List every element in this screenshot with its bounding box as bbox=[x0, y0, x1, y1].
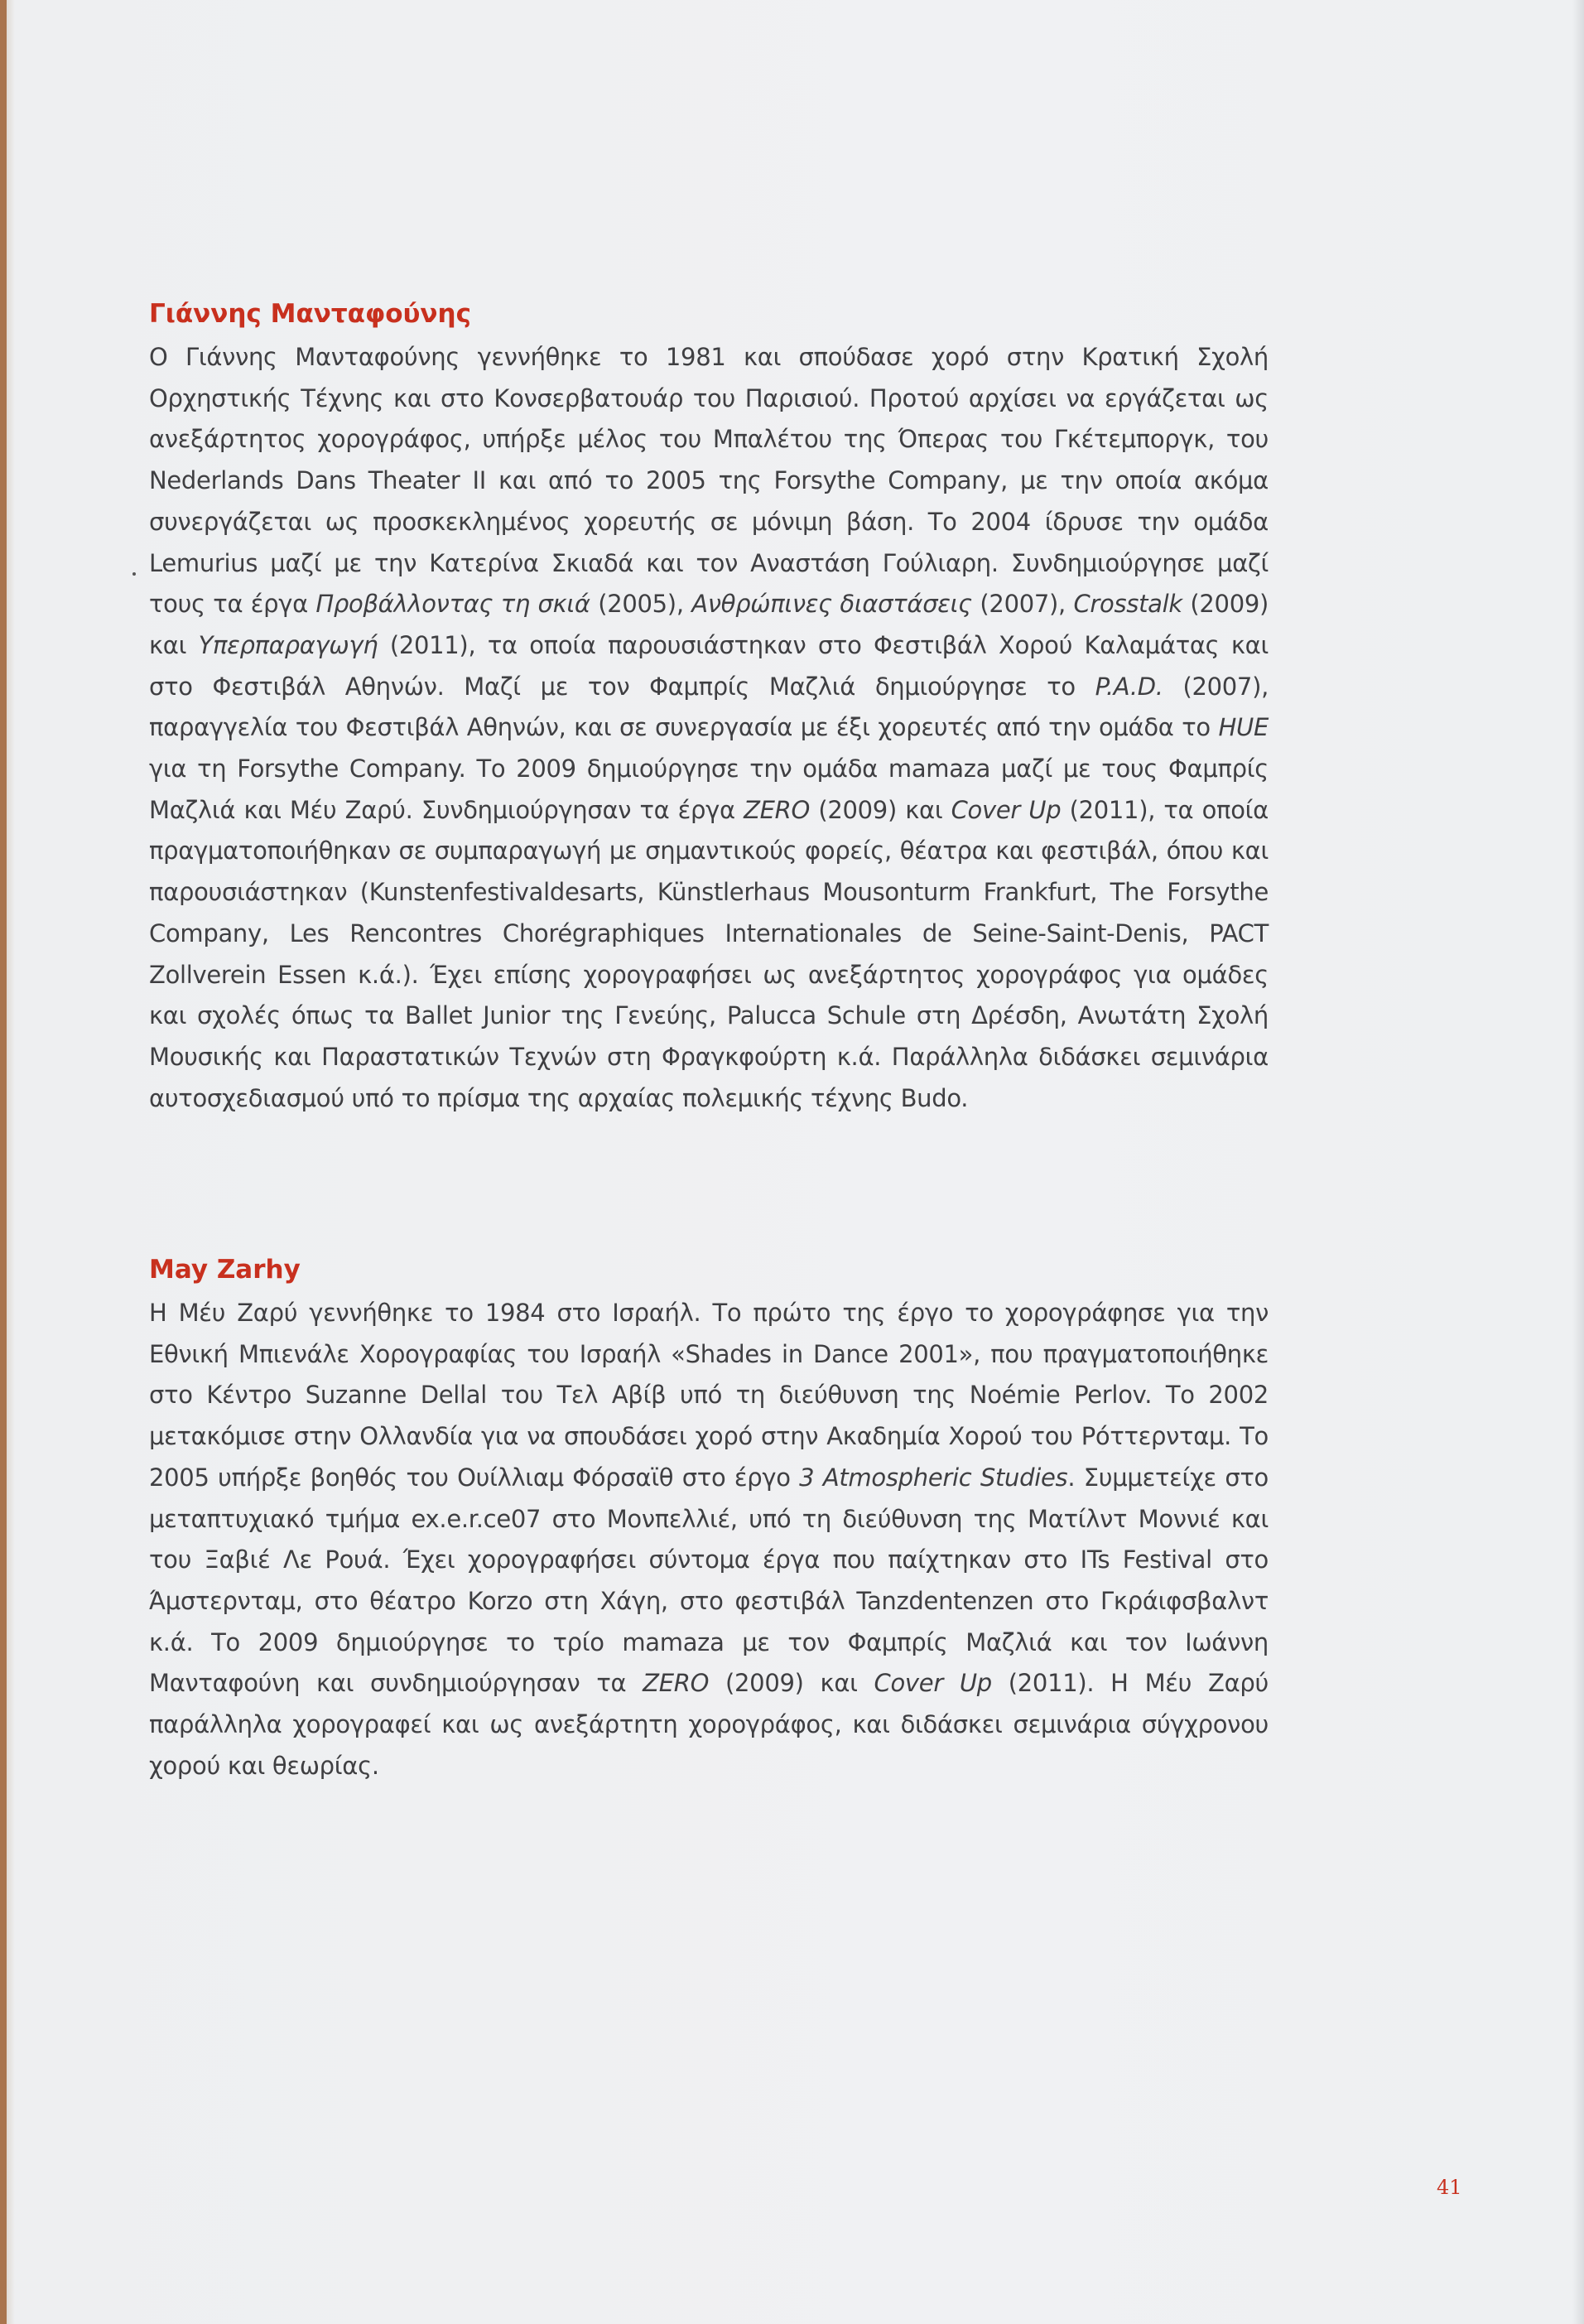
text-run: (2009) και bbox=[149, 590, 1269, 659]
work-title: Crosstalk bbox=[1073, 590, 1182, 619]
text-run: (2005), bbox=[590, 590, 692, 619]
work-title: Υπερπαραγωγή bbox=[198, 630, 378, 659]
text-run: . Συμμετείχε στο μεταπτυχιακό τμήμα ex.e.r.ce07 στο Μονπελλιέ, υπό τη διεύθυνση της Ματίλντ Μοννιέ και του Ξαβιέ Λε Ρουά. Έχει χορογραφήσει σύντομα έργα που παίχτηκαν στο ITs Festival στο Άμστερνταμ, στο θέατρο Korzo στη Χάγη, στο φεστιβάλ Tanzdentenzen στο Γκράιφσβαλντ κ.ά. Το 2009 δημιούργησε το τρίο mamaza με τον Φαμπρίς Μαζλιά και τον Ιωάννη Μανταφούνη και συνδημιούργησαν τα bbox=[149, 1463, 1269, 1698]
text-run: (2007), bbox=[971, 590, 1074, 619]
work-title: Cover Up bbox=[874, 1669, 992, 1698]
text-run: Η Μέυ Ζαρύ γεννήθηκε το 1984 στο Ισραήλ. Το πρώτο της έργο το χορογράφησε για την Εθνική Μπιενάλε Χορογραφίας του Ισραήλ «Shades in Dance 2001», που πραγματοποιήθηκε στο Κέντρο Suzanne Dellal του Τελ Αβίβ υπό τη διεύθυνση της Noémie Perlov. Το 2002 μετακόμισε στην Ολλανδία για να σπουδάσει χορό στην Ακαδημία Χορού του Ρόττερνταμ. Το 2005 υπήρξε βοηθός του Ουίλλιαμ Φόρσαϊθ στο έργο bbox=[149, 1299, 1269, 1492]
work-title: Προβάλλοντας τη σκιά bbox=[315, 590, 590, 619]
text-run: (2011). Η Μέυ Ζαρύ παράλληλα χορογραφεί και ως ανεξάρτητη χορογράφος, και διδάσκει σεμινάρια σύγχρονου χορού και θεωρίας. bbox=[149, 1669, 1269, 1780]
bio-heading: Γιάννης Μανταφούνης bbox=[149, 299, 471, 329]
work-title: ZERO bbox=[643, 1669, 710, 1698]
text-run: (2011), τα οποία παρουσιάστηκαν στο Φεστιβάλ Χορού Καλαμάτας και στο Φεστιβάλ Αθηνών. Μαζί με τον Φαμπρίς Μαζλιά δημιούργησε το bbox=[149, 630, 1269, 701]
bio-heading: May Zarhy bbox=[149, 1255, 301, 1285]
bio-section-mantafounis bbox=[149, 297, 1269, 1119]
work-title: 3 Atmospheric Studies bbox=[799, 1463, 1068, 1492]
text-run: (2009) και bbox=[810, 795, 951, 824]
text-run: για τη Forsythe Company. Το 2009 δημιούργησε την ομάδα mamaza μαζί με τους Φαμπρίς Μαζλιά και Μέυ Ζαρύ. Συνδημιούργησαν τα έργα bbox=[149, 755, 1269, 824]
page-number: 41 bbox=[1437, 2176, 1462, 2199]
work-title: Cover Up bbox=[951, 795, 1062, 824]
text-run: (2011), τα οποία πραγματοποιήθηκαν σε συμπαραγωγή με σημαντικούς φορείς, θέατρα και φεστιβάλ, όπου και παρουσιάστηκαν (Kunstenfestivaldesarts, Künstlerhaus Mousonturm Frankfurt, The Forsythe Company, Les Rencontres Chorégraphiques Internationales de Seine-Saint-Denis, PACT Zollverein Essen κ.ά.). Έχει επίσης χορογραφήσει ως ανεξάρτητος χορογράφος για ομάδες και σχολές όπως τα Ballet Junior της Γενεύης, Palucca Schule στη Δρέσδη, Ανωτάτη Σχολή Μουσικής και Παραστατικών Τεχνών στη Φραγκφούρτη κ.ά. Παράλληλα διδάσκει σεμινάρια αυτοσχεδιασμού υπό το πρίσμα της αρχαίας πολεμικής τέχνης Budo. bbox=[149, 795, 1269, 1112]
text-run: Ο Γιάννης Μανταφούνης γεννήθηκε το 1981 και σπούδασε χορό στην Κρατική Σχολή Ορχηστικής Τέχνης και στο Κονσερβατουάρ του Παρισιού. Προτού αρχίσει να εργάζεται ως ανεξάρτητος χορογράφος, υπήρξε μέλος του Μπαλέτου της Όπερας του Γκέτεμποργκ, του Nederlands Dans Theater II και από το 2005 της Forsythe Company, με την οποία ακόμα συνεργάζεται ως προσκεκλημένος χορευτής σε μόνιμη βάση. Το 2004 ίδρυσε την ομάδα Lemurius μαζί με την Κατερίνα Σκιαδά και τον Αναστάση Γούλιαρη. Συνδημιούργησε μαζί τους τα έργα bbox=[149, 343, 1269, 619]
work-title: HUE bbox=[1218, 713, 1269, 742]
page-edge-shadow bbox=[1572, 0, 1584, 2324]
bio-paragraph bbox=[149, 337, 1269, 1119]
work-title: Ανθρώπινες διαστάσεις bbox=[691, 590, 972, 619]
page-binding-edge bbox=[0, 0, 7, 2324]
bio-paragraph bbox=[149, 1293, 1269, 1786]
work-title: ZERO bbox=[744, 795, 811, 824]
bio-section-zarhy bbox=[149, 1253, 1269, 1786]
text-run: (2007), παραγγελία του Φεστιβάλ Αθηνών, και σε συνεργασία με έξι χορευτές από την ομάδα το bbox=[149, 672, 1269, 742]
margin-mark bbox=[132, 572, 136, 576]
text-run: (2009) και bbox=[709, 1669, 874, 1698]
work-title: P.A.D. bbox=[1095, 672, 1163, 701]
